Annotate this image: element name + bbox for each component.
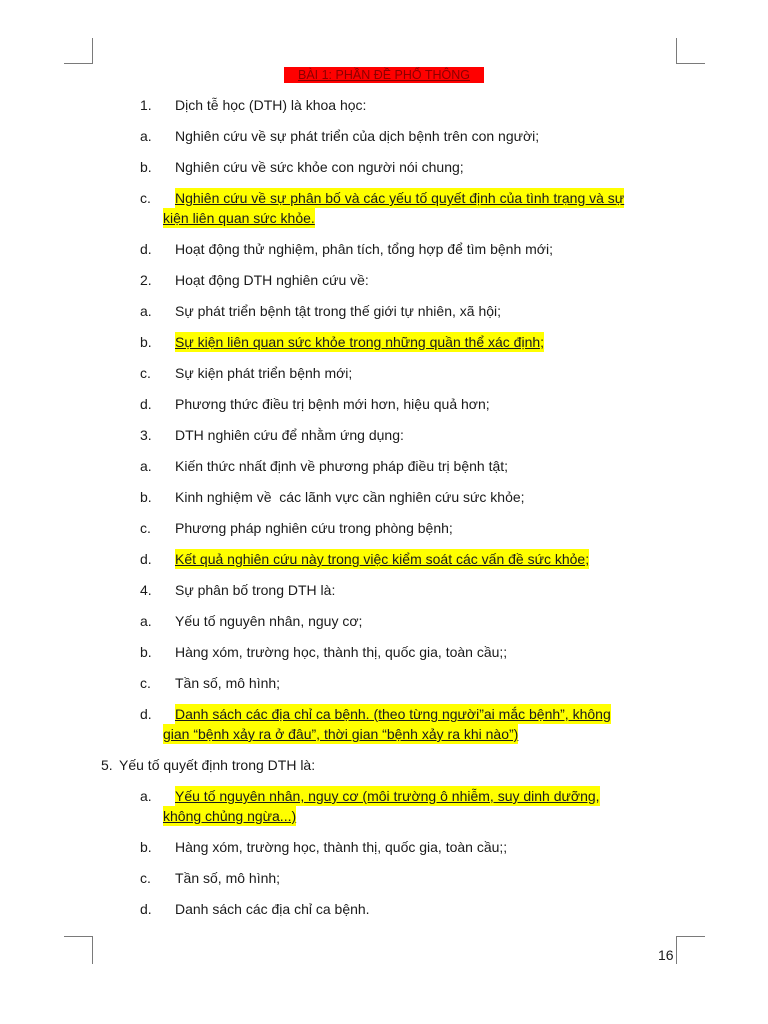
crop-mark-bottom-right-v: [676, 936, 677, 964]
item-text-highlighted: Danh sách các địa chỉ ca bệnh. (theo từng người”ai mắc bệnh”, không: [175, 706, 611, 722]
item-label: 3.: [140, 427, 152, 443]
item-label: c.: [140, 365, 151, 381]
item-label: a.: [140, 128, 152, 144]
item-label: c.: [140, 675, 151, 691]
item-text: Sự phân bố trong DTH là:: [175, 582, 336, 598]
item-text: Danh sách các địa chỉ ca bệnh.: [175, 901, 370, 917]
crop-mark-top-right-v: [676, 38, 677, 64]
item-label: d.: [140, 551, 152, 567]
item-text: Kiến thức nhất định về phương pháp điều trị bệnh tật;: [175, 458, 509, 474]
item-text: Hàng xóm, trường học, thành thị, quốc gia, toàn cầu;;: [175, 644, 508, 660]
item-text: Phương thức điều trị bệnh mới hơn, hiệu quả hơn;: [175, 396, 490, 412]
page-title: BÀI 1: PHẦN ĐỀ PHỔ THÔNG: [284, 67, 484, 83]
item-text: Tần số, mô hình;: [175, 675, 281, 691]
item-text: Kinh nghiệm về các lãnh vực cần nghiên cứu sức khỏe;: [175, 489, 525, 505]
item-text-highlighted: Sự kiện liên quan sức khỏe trong những quần thể xác định;: [175, 334, 545, 350]
crop-mark-top-left-h: [64, 63, 93, 64]
item-label: a.: [140, 303, 152, 319]
crop-mark-top-left-v: [92, 38, 93, 64]
item-text-highlighted: không chủng ngừa...): [163, 808, 297, 824]
item-text-highlighted: Kết quả nghiên cứu này trong việc kiểm soát các vấn đề sức khỏe;: [175, 551, 590, 567]
item-label: 5.: [101, 757, 113, 773]
item-text: Hoạt động thử nghiệm, phân tích, tổng hợp để tìm bệnh mới;: [175, 241, 553, 257]
item-text: Hoạt động DTH nghiên cứu về:: [175, 272, 369, 288]
item-text: Tần số, mô hình;: [175, 870, 281, 886]
item-label: 2.: [140, 272, 152, 288]
item-text: Sự phát triển bệnh tật trong thế giới tự nhiên, xã hội;: [175, 303, 502, 319]
item-label: a.: [140, 613, 152, 629]
crop-mark-top-right-h: [676, 63, 705, 64]
item-text: Sự kiện phát triển bệnh mới;: [175, 365, 353, 381]
item-text: Nghiên cứu về sự phát triển của dịch bệnh trên con người;: [175, 128, 540, 144]
item-label: 4.: [140, 582, 152, 598]
item-label: a.: [140, 458, 152, 474]
item-label: c.: [140, 520, 151, 536]
item-label: d.: [140, 706, 152, 722]
item-text-highlighted: gian “bệnh xảy ra ở đâu”, thời gian “bệnh xảy ra khi nào”): [163, 726, 519, 742]
item-label: 1.: [140, 97, 152, 113]
item-text: Nghiên cứu về sức khỏe con người nói chung;: [175, 159, 464, 175]
item-label: b.: [140, 159, 152, 175]
item-label: b.: [140, 334, 152, 350]
item-text: Dịch tễ học (DTH) là khoa học:: [175, 97, 367, 113]
item-text: Yếu tố quyết định trong DTH là:: [119, 757, 316, 773]
crop-mark-bottom-left-v: [92, 936, 93, 964]
item-label: d.: [140, 396, 152, 412]
item-label: d.: [140, 241, 152, 257]
crop-mark-bottom-left-h: [64, 936, 93, 937]
item-label: b.: [140, 644, 152, 660]
page-number: 16: [658, 947, 674, 963]
item-text: DTH nghiên cứu để nhằm ứng dụng:: [175, 427, 404, 443]
item-label: b.: [140, 839, 152, 855]
item-label: c.: [140, 870, 151, 886]
item-text: Hàng xóm, trường học, thành thị, quốc gia, toàn cầu;;: [175, 839, 508, 855]
item-text-highlighted: kiện liên quan sức khỏe.: [163, 210, 315, 226]
item-text-highlighted: Yếu tố nguyên nhân, nguy cơ (môi trường ô nhiễm, suy dinh dưỡng,: [175, 788, 600, 804]
crop-mark-bottom-right-h: [676, 936, 705, 937]
item-text: Yếu tố nguyên nhân, nguy cơ;: [175, 613, 363, 629]
item-text-highlighted: Nghiên cứu về sự phân bố và các yếu tố quyết định của tình trạng và sự: [175, 190, 625, 206]
item-text: Phương pháp nghiên cứu trong phòng bệnh;: [175, 520, 453, 536]
item-label: c.: [140, 190, 151, 206]
item-label: b.: [140, 489, 152, 505]
item-label: a.: [140, 788, 152, 804]
item-label: d.: [140, 901, 152, 917]
